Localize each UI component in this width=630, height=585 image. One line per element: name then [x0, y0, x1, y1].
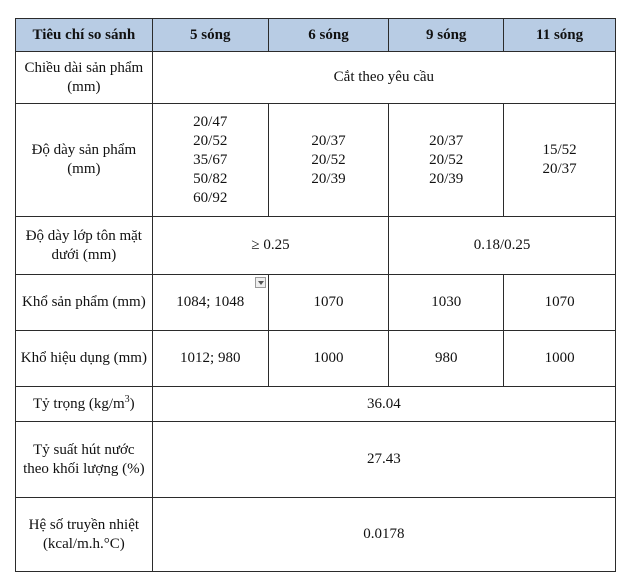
width-11-song: 1070: [504, 275, 616, 331]
length-value: Cắt theo yêu cầu: [152, 52, 615, 104]
width-value: 1084; 1048: [176, 294, 245, 310]
density-label-text: Tỷ trọng (kg/m: [33, 395, 125, 412]
row-label-thickness: Độ dày sản phẩm (mm): [16, 104, 153, 217]
row-label-effective-width: Khổ hiệu dụng (mm): [16, 331, 153, 387]
header-criteria: Tiêu chí so sánh: [16, 19, 153, 52]
header-9-song: 9 sóng: [389, 19, 504, 52]
header-11-song: 11 sóng: [504, 19, 616, 52]
thickness-value: 15/52: [542, 142, 577, 158]
row-label-width: Khổ sản phẩm (mm): [16, 275, 153, 331]
thickness-value: 20/37: [542, 161, 577, 177]
row-label-length: Chiều dài sản phẩm (mm): [16, 52, 153, 104]
table-row: [16, 104, 616, 217]
dropdown-arrow-icon[interactable]: [255, 277, 266, 288]
thickness-value: 20/52: [193, 132, 228, 149]
thickness-6-song: [268, 104, 388, 217]
thickness-value: 20/37: [311, 132, 346, 149]
table-row: [16, 498, 616, 572]
conductivity-value: 0.0178: [152, 498, 615, 572]
absorption-value: 27.43: [152, 422, 615, 498]
table-row: [16, 217, 616, 275]
row-label-conductivity: Hệ số truyền nhiệt (kcal/m.h.°C): [16, 498, 153, 572]
thickness-value: 20/37: [429, 132, 464, 149]
header-row: [16, 19, 616, 52]
thickness-11-song: [504, 104, 616, 217]
row-label-density: [16, 387, 153, 422]
thickness-value: 20/47: [193, 113, 228, 130]
bottom-sheet-5-6-song: ≥ 0.25: [152, 217, 389, 275]
width-6-song: 1070: [268, 275, 388, 331]
thickness-5-song: [152, 104, 268, 217]
thickness-value: 35/67: [193, 151, 228, 168]
row-label-bottom-sheet: Độ dày lớp tôn mặt dưới (mm): [16, 217, 153, 275]
table-row: [16, 52, 616, 104]
header-6-song: 6 sóng: [268, 19, 388, 52]
effective-width-5-song: 1012; 980: [152, 331, 268, 387]
bottom-sheet-9-11-song: 0.18/0.25: [389, 217, 616, 275]
thickness-value: 20/39: [429, 170, 464, 187]
table-row: [16, 387, 616, 422]
thickness-value: 20/39: [311, 170, 346, 187]
width-5-song[interactable]: [152, 275, 268, 331]
effective-width-9-song: 980: [389, 331, 504, 387]
thickness-value: 20/52: [429, 151, 464, 168]
header-5-song: 5 sóng: [152, 19, 268, 52]
density-value: 36.04: [152, 387, 615, 422]
row-label-absorption: Tỷ suất hút nước theo khối lượng (%): [16, 422, 153, 498]
comparison-table: [15, 18, 616, 572]
table-container: [15, 18, 616, 572]
thickness-9-song: [389, 104, 504, 217]
width-9-song: 1030: [389, 275, 504, 331]
effective-width-6-song: 1000: [268, 331, 388, 387]
thickness-value: 60/92: [193, 189, 228, 206]
table-row: [16, 275, 616, 331]
table-row: [16, 422, 616, 498]
effective-width-11-song: 1000: [504, 331, 616, 387]
thickness-value: 50/82: [193, 170, 228, 187]
density-label-sup: 3: [124, 393, 130, 405]
thickness-value: 20/52: [311, 151, 346, 168]
table-row: [16, 331, 616, 387]
density-label-end: ): [129, 395, 135, 412]
